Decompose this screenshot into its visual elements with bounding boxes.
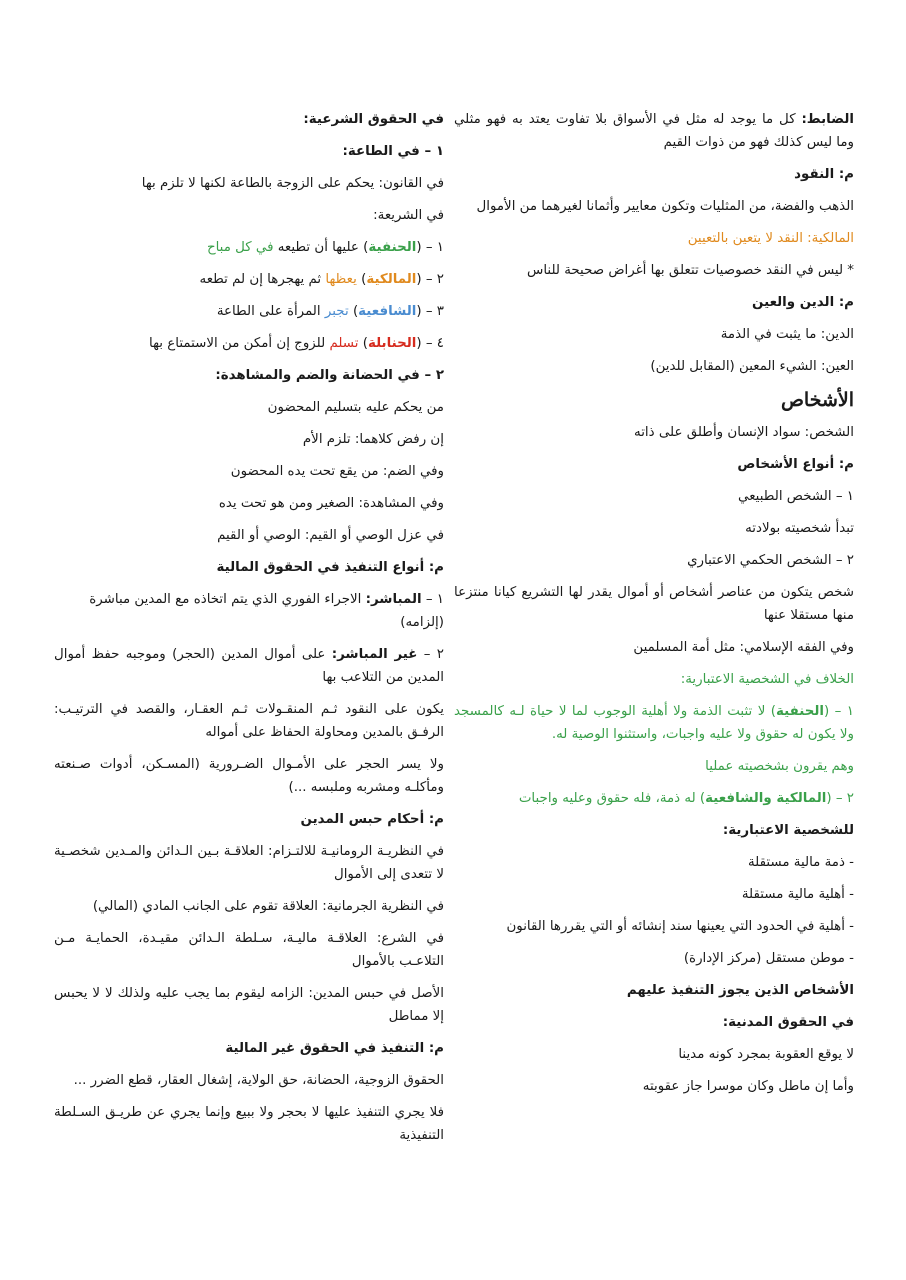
l2-post: ثم يهجرها إن لم تطعه <box>199 272 326 287</box>
shafiiya-taa <box>54 300 444 323</box>
l1-pre: ١ – ( <box>416 240 444 255</box>
madaniya-line-2: وأما إن ماطل وكان موسرا جاز عقوبته <box>642 1079 854 1094</box>
l2-pre: ٢ – ( <box>416 272 444 287</box>
hukmi-line-1: ٢ – الشخص الحكمي الاعتباري <box>687 553 854 568</box>
l2-mid: ) <box>356 272 367 287</box>
mubashir-line <box>54 588 444 634</box>
ghayr-pre: ٢ – <box>417 647 444 662</box>
madaniya-line-1: لا يوقع العقوبة بمجرد كونه مدينا <box>678 1047 854 1062</box>
tanfidh-title: الأشخاص الذين يجوز التنفيذ عليهم <box>626 983 854 998</box>
hadana-line-1: من يحكم عليه بتسليم المحضون <box>267 400 444 415</box>
habs-line-2: في النظرية الجرمانية: العلاقة تقوم على الجانب المادي (المالي) <box>92 899 444 914</box>
nuqud-order: يكون على النقود ثـم المنقـولات ثـم العقـار، والقصد في الترتيـب: الرفـق بالمدين ومحاولة الحفاظ على أمواله <box>54 702 444 740</box>
hadana-line-4: وفي المشاهدة: الصغير ومن هو تحت يده <box>218 496 444 511</box>
dhabit-label: الضابط: <box>801 112 854 127</box>
hanafiya-note: وهم يقرون بشخصيته عمليا <box>705 759 854 774</box>
l4-pre: ٤ – ( <box>416 336 444 351</box>
habs-line-1: في النظريـة الرومانيـة للالتـزام: العلاقـة بـين الـدائن والمـدين شخصـية لا تتعدى إلى الأموال <box>54 844 444 882</box>
dayn-title: م: الدين والعين <box>752 295 854 310</box>
dayn-text: الدين: ما يثبت في الذمة <box>720 327 854 342</box>
itibariya-item-2: - أهلية مالية مستقلة <box>741 887 854 902</box>
itibariya-item-3: - أهلية في الحدود التي يعينها سند إنشائه أو التي يقررها القانون <box>506 919 854 934</box>
ghayr-mubashir-line <box>54 643 444 689</box>
l3-mid: ) <box>348 304 359 319</box>
shakhs-definition: الشخص: سواد الإنسان وأطلق على ذاته <box>634 425 854 440</box>
itibariya-title: للشخصية الاعتبارية: <box>722 823 854 838</box>
hanafiya-opinion <box>454 700 854 746</box>
hanafiya-taa <box>54 236 444 259</box>
habs-line-4: الأصل في حبس المدين: الزامه ليقوم بما يجب عليه ولذلك لا لا يحبس إلا مماطل <box>54 986 444 1024</box>
taa-title: ١ – في الطاعة: <box>342 144 444 159</box>
shariya-title: في الحقوق الشرعية: <box>303 112 444 127</box>
ghayr-label: غير المباشر: <box>331 647 418 662</box>
madaniya-title: في الحقوق المدنية: <box>722 1015 854 1030</box>
mubashir-pre: ١ – <box>421 592 444 607</box>
l4-mid: ) <box>358 336 368 351</box>
khilaf-title: الخلاف في الشخصية الاعتبارية: <box>680 672 854 687</box>
l1-name: الحنفية <box>368 240 417 255</box>
l3-name: الشافعية <box>358 304 417 319</box>
hanafiya-post: ) لا تثبت الذمة ولا أهلية الوجوب لما لا حياة لـه كالمسجد ولا يكون له حقوق ولا عليه واجبات، واستثنوا الوصية له. <box>454 704 854 742</box>
l3-colored: تجبر <box>324 304 349 319</box>
nuqud-text: الذهب والفضة، من المثليات وتكون معايير وأثمانا لغيرهما من الأموال <box>476 199 854 214</box>
l4-post: للزوج إن أمكن من الاستمتاع بها <box>149 336 330 351</box>
l3-post: المرأة على الطاعة <box>216 304 325 319</box>
ghayr-maliya-title: م: التنفيذ في الحقوق غير المالية <box>225 1041 444 1056</box>
ghayr-text: على أموال المدين (الحجر) وموجبه حفظ أموال المدين من التلاعب بها <box>54 647 444 685</box>
ayn-text: العين: الشيء المعين (المقابل للدين) <box>650 359 854 374</box>
right-column <box>454 108 854 1107</box>
ghayr-maliya-line-2: فلا يجري التنفيذ عليها لا بحجر ولا ببيع وإنما يجري عن طريـق السـلطة التنفيذية <box>54 1105 444 1143</box>
tabii-line-2: تبدأ شخصيته بولادته <box>745 521 854 536</box>
hadana-line-3: وفي الضم: من يقع تحت يده المحضون <box>230 464 444 479</box>
l2-colored: يعظها <box>325 272 357 287</box>
ashkhas-heading: الأشخاص <box>780 389 854 411</box>
hadana-line-5: في عزل الوصي أو القيم: الوصي أو القيم <box>217 528 444 543</box>
maliya-title: م: أنواع التنفيذ في الحقوق المالية <box>216 560 444 575</box>
habs-title: م: أحكام حبس المدين <box>300 812 444 827</box>
malikiya-pre: ٢ – ( <box>826 791 854 806</box>
nuqud-title: م: النقود <box>794 167 854 182</box>
l3-pre: ٣ – ( <box>416 304 444 319</box>
malikiya-post: ) له ذمة، فله حقوق وعليه واجبات <box>518 791 706 806</box>
habs-line-3: في الشرع: العلاقـة ماليـة، سـلطة الـدائن مقيـدة، الحمايـة مـن التلاعـب بالأموال <box>54 931 444 969</box>
malikiya-nuqud: المالكية: النقد لا يتعين بالتعيين <box>687 231 854 246</box>
hadana-title: ٢ – في الحضانة والضم والمشاهدة: <box>215 368 444 383</box>
mubashir-label: المباشر: <box>365 592 422 607</box>
dhabit-paragraph <box>454 108 854 154</box>
itibariya-item-1: - ذمة مالية مستقلة <box>747 855 854 870</box>
malikiya-opinion <box>454 787 854 810</box>
hajr-text: ولا يسر الحجر على الأمـوال الضـرورية (المسـكن، أدوات صـنعته ومأكلـه ومشربه وملبسه ...) <box>54 757 444 795</box>
l4-colored: تسلم <box>329 336 359 351</box>
hanabila-taa <box>54 332 444 355</box>
ghayr-maliya-line-1: الحقوق الزوجية، الحضانة، حق الولاية، إشغال العقار، قطع الضرر ... <box>73 1073 444 1088</box>
fiqh-line: وفي الفقه الإسلامي: مثل أمة المسلمين <box>633 640 854 655</box>
itibariya-item-4: - موطن مستقل (مركز الإدارة) <box>683 951 854 966</box>
dhabit-text: كل ما يوجد له مثل في الأسواق بلا تفاوت يعتد به فهو مثلي وما ليس كذلك فهو من ذوات القيم <box>454 112 854 150</box>
qanun-text: في القانون: يحكم على الزوجة بالطاعة لكنها لا تلزم بها <box>141 176 444 191</box>
nuqud-note: * ليس في النقد خصوصيات تتعلق بها أغراض صحيحة للناس <box>527 263 854 278</box>
anwa-title: م: أنواع الأشخاص <box>737 457 854 472</box>
left-column <box>54 108 444 1156</box>
hanafiya-pre: ١ – ( <box>823 704 854 719</box>
l4-name: الحنابلة <box>367 336 417 351</box>
malikiya-taa <box>54 268 444 291</box>
malikiya-name: المالكية والشافعية <box>705 791 827 806</box>
l1-mid: ) عليها أن تطيعه <box>273 240 369 255</box>
hukmi-line-2: شخص يتكون من عناصر أشخاص أو أموال يقدر لها التشريع كيانا منتزعا منها مستقلا عنها <box>454 585 854 623</box>
hanafiya-name: الحنفية <box>776 704 824 719</box>
hadana-line-2: إن رفض كلاهما: تلزم الأم <box>302 432 444 447</box>
tabii-line-1: ١ – الشخص الطبيعي <box>738 489 854 504</box>
l2-name: المالكية <box>366 272 417 287</box>
mubashir-text: الاجراء الفوري الذي يتم اتخاذه مع المدين مباشرة (إلزامه) <box>89 592 444 630</box>
sharia-label: في الشريعة: <box>373 208 444 223</box>
l1-colored: في كل مباح <box>206 240 274 255</box>
